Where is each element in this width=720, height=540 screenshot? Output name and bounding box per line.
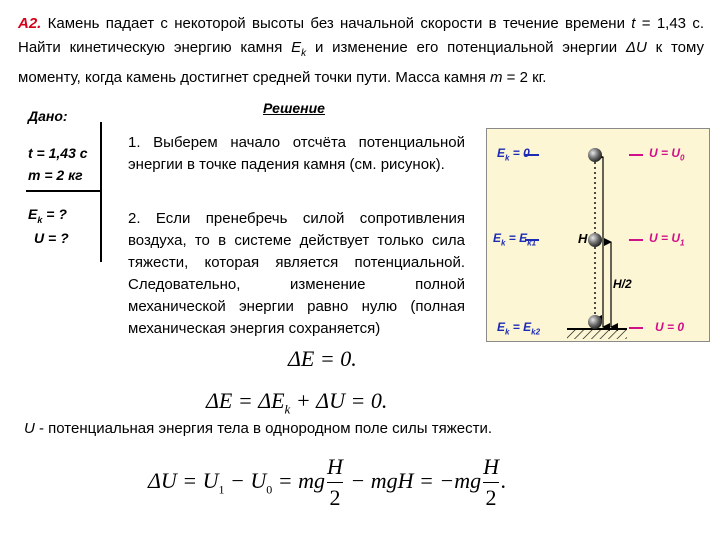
solution-title: Решение bbox=[263, 100, 325, 116]
label-ek-top-symbol: E bbox=[497, 146, 506, 160]
fraction-2-numerator: H bbox=[483, 454, 499, 480]
level-dash-right-bottom bbox=[629, 327, 643, 329]
formula-du-c: = mg bbox=[272, 468, 326, 493]
label-ek-bottom-sub: k bbox=[505, 327, 510, 337]
problem-text-4: к тому моменту, когда камень достигнет средней точки пути. Масса камня bbox=[18, 39, 704, 86]
label-ek-bottom bbox=[497, 320, 540, 336]
note-potential-energy bbox=[24, 420, 492, 437]
formula-energy-sum-sub: k bbox=[284, 401, 291, 417]
label-ek-top-val: = 0 bbox=[509, 146, 530, 160]
label-u-top-text: U = U bbox=[649, 146, 681, 160]
formula-du-d: − mgH = −mg bbox=[344, 468, 482, 493]
note-text: - потенциальная энергия тела в однородном поле силы тяжести. bbox=[34, 420, 493, 437]
formula-du-a: ΔU = U bbox=[148, 468, 219, 493]
given-ek bbox=[28, 206, 67, 225]
label-ek-bottom-val-sub: k2 bbox=[531, 327, 541, 337]
solution-step-1: 1. Выберем начало отсчёта потенциальной энергии в точке падения камня (см. рисунок). bbox=[128, 134, 465, 173]
problem-text-2: = 1,43 с. Найти кинетическую энергию камня bbox=[18, 15, 704, 56]
formula-total-energy: ΔE = 0. bbox=[288, 346, 357, 371]
label-ek-mid bbox=[493, 231, 536, 247]
label-ek-mid-val: = E bbox=[505, 231, 528, 245]
label-u-mid-text: U = U bbox=[649, 231, 681, 245]
ground-hatch bbox=[567, 329, 627, 339]
fraction-h-2-first bbox=[327, 452, 343, 513]
fraction-1-numerator: H bbox=[327, 454, 343, 480]
label-u-top-sub: 0 bbox=[680, 153, 685, 163]
problem-text-1: Камень падает с некоторой высоты без начальной скорости в течение времени bbox=[41, 15, 632, 32]
label-ek-bottom-symbol: E bbox=[497, 320, 506, 334]
label-ek-mid-val-sub: k1 bbox=[527, 238, 537, 248]
problem-text-5: = 2 кг. bbox=[502, 69, 547, 86]
given-ek-symbol: E bbox=[28, 206, 38, 222]
solution-step-2: 2. Если пренебречь силой сопротивления воздуха, то в системе действует только сила тяжести, которая является потенциальной. Следовательно, изменение полной механической энергии равно нулю (полная механическая энергия сохраняется) bbox=[128, 210, 465, 337]
label-u-mid bbox=[649, 231, 684, 247]
given-u: U = ? bbox=[34, 230, 69, 246]
label-ek-mid-symbol: E bbox=[493, 231, 502, 245]
formula-energy-sum-b: + ΔU = 0. bbox=[290, 388, 388, 413]
problem-ek: E bbox=[291, 39, 302, 56]
problem-t: t bbox=[631, 15, 636, 32]
problem-number: А2. bbox=[18, 15, 42, 32]
problem-ek-sub: k bbox=[301, 48, 307, 59]
formula-du-end: . bbox=[501, 468, 507, 493]
given-divider-horizontal bbox=[26, 190, 102, 192]
given-ek-sub: k bbox=[37, 214, 43, 225]
label-u-mid-sub: 1 bbox=[680, 238, 685, 248]
formula-du-sub0: 0 bbox=[266, 482, 273, 497]
formula-du-sub1: 1 bbox=[218, 482, 225, 497]
label-ek-bottom-val: = E bbox=[509, 320, 532, 334]
note-u: U bbox=[24, 420, 35, 437]
level-dash-right-top bbox=[629, 154, 643, 156]
given-m: m = 2 кг bbox=[28, 167, 83, 183]
formula-delta-u bbox=[148, 446, 507, 516]
fraction-2-denominator: 2 bbox=[483, 482, 499, 513]
fraction-1-denominator: 2 bbox=[327, 482, 343, 513]
formula-energy-sum bbox=[206, 388, 387, 417]
given-t: t = 1,43 с bbox=[28, 145, 88, 161]
problem-statement bbox=[18, 12, 704, 90]
label-u-bottom: U = 0 bbox=[655, 320, 685, 334]
label-ek-top bbox=[497, 146, 530, 162]
problem-m: m bbox=[490, 69, 503, 86]
label-u-top bbox=[649, 146, 684, 162]
falling-stone-figure bbox=[486, 128, 710, 342]
level-dash-right-mid bbox=[629, 239, 643, 241]
stone-bottom bbox=[588, 315, 602, 329]
given-ek-q: = ? bbox=[42, 206, 67, 222]
given-title: Дано: bbox=[28, 108, 68, 124]
formula-du-b: − U bbox=[224, 468, 267, 493]
given-divider-vertical bbox=[100, 122, 102, 262]
label-ek-top-sub: k bbox=[505, 153, 510, 163]
fraction-h-2-second bbox=[483, 452, 499, 513]
label-ek-mid-sub: k bbox=[501, 238, 506, 248]
problem-du: ΔU bbox=[625, 39, 647, 56]
problem-text-3: и изменение его потенциальной энергии bbox=[306, 39, 626, 56]
formula-energy-sum-a: ΔE = ΔE bbox=[206, 388, 285, 413]
stone-middle bbox=[588, 233, 602, 247]
label-h: H bbox=[578, 231, 588, 246]
stone-top bbox=[588, 148, 602, 162]
label-h-half: H/2 bbox=[613, 277, 632, 291]
